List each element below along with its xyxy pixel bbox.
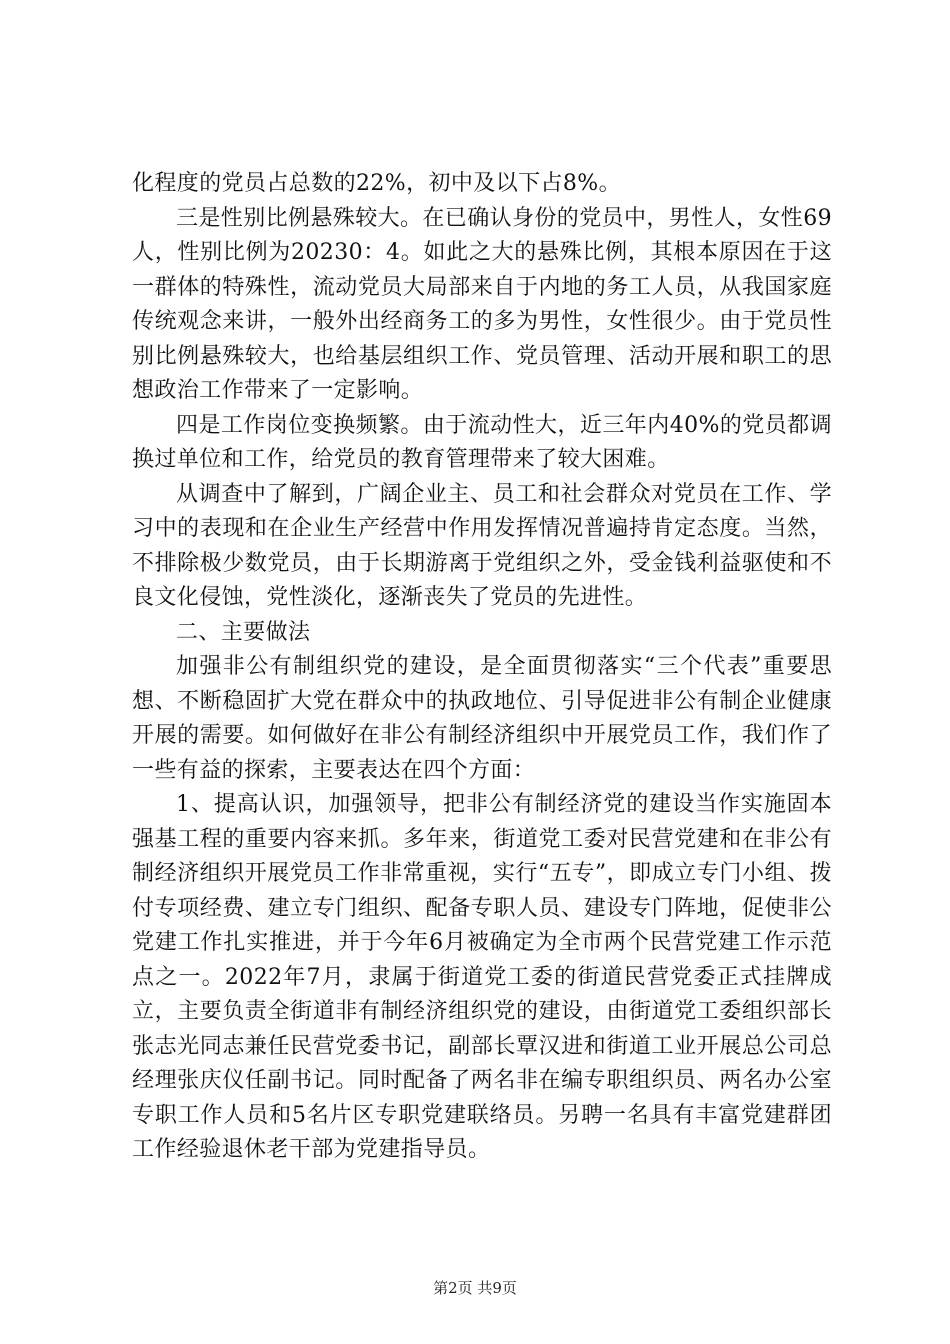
paragraph-survey-findings: 从调查中了解到，广阔企业主、员工和社会群众对党员在工作、学习中的表现和在企业生产经营中作用发挥情况普遍持肯定态度。当然，不排除极少数党员，由于长期游离于党组织之外，受金钱利益驱使和不良文化侵蚀，党性淡化，逐渐丧失了党员的先进性。 bbox=[132, 481, 832, 610]
paragraph-party-building-intro: 加强非公有制组织党的建设，是全面贯彻落实“三个代表”重要思想、不断稳固扩大党在群众中的执政地位、引导促进非公有制企业健康开展的需要。如何做好在非公有制经济组织中开展党员工作，我们作了一些有益的探索，主要表达在四个方面： bbox=[132, 654, 832, 783]
paragraph-continuation: 化程度的党员占总数的22%，初中及以下占8%。 bbox=[132, 171, 622, 196]
document-body bbox=[132, 167, 832, 1168]
section-heading-main-practices: 二、主要做法 bbox=[176, 619, 311, 645]
paragraph-leadership-measures: 1、提高认识，加强领导，把非公有制经济党的建设当作实施固本强基工程的重要内容来抓。多年来，街道党工委对民营党建和在非公有制经济组织开展党员工作非常重视，实行“五专”，即成立专门小组、拨付专项经费、建立专门组织、配备专职人员、建设专门阵地，促使非公党建工作扎实推进，并于今年6月被确定为全市两个民营党建工作示范点之一。2022年7月，隶属于街道党工委的街道民营党委正式挂牌成立，主要负责全街道非有制经济组织党的建设，由街道党工委组织部长张志光同志兼任民营党委书记，副部长覃汉进和街道工业开展总公司总经理张庆仪任副书记。同时配备了两名非在编专职组织员、两名办公室专职工作人员和5名片区专职党建联络员。另聘一名具有丰富党建群团工作经验退休老干部为党建指导员。 bbox=[132, 792, 832, 1162]
paragraph-job-changes: 四是工作岗位变换频繁。由于流动性大，近三年内40%的党员都调换过单位和工作，给党员的教育管理带来了较大困难。 bbox=[132, 412, 832, 472]
page-footer: 第2页 共9页 bbox=[433, 1279, 517, 1297]
paragraph-gender-ratio: 三是性别比例悬殊较大。在已确认身份的党员中，男性人，女性69人，性别比例为20230：4。如此之大的悬殊比例，其根本原因在于这一群体的特殊性，流动党员大局部来自于内地的务工人员，从我国家庭传统观念来讲，一般外出经商务工的多为男性，女性很少。由于党员性别比例悬殊较大，也给基层组织工作、党员管理、活动开展和职工的思想政治工作带来了一定影响。 bbox=[132, 205, 832, 403]
